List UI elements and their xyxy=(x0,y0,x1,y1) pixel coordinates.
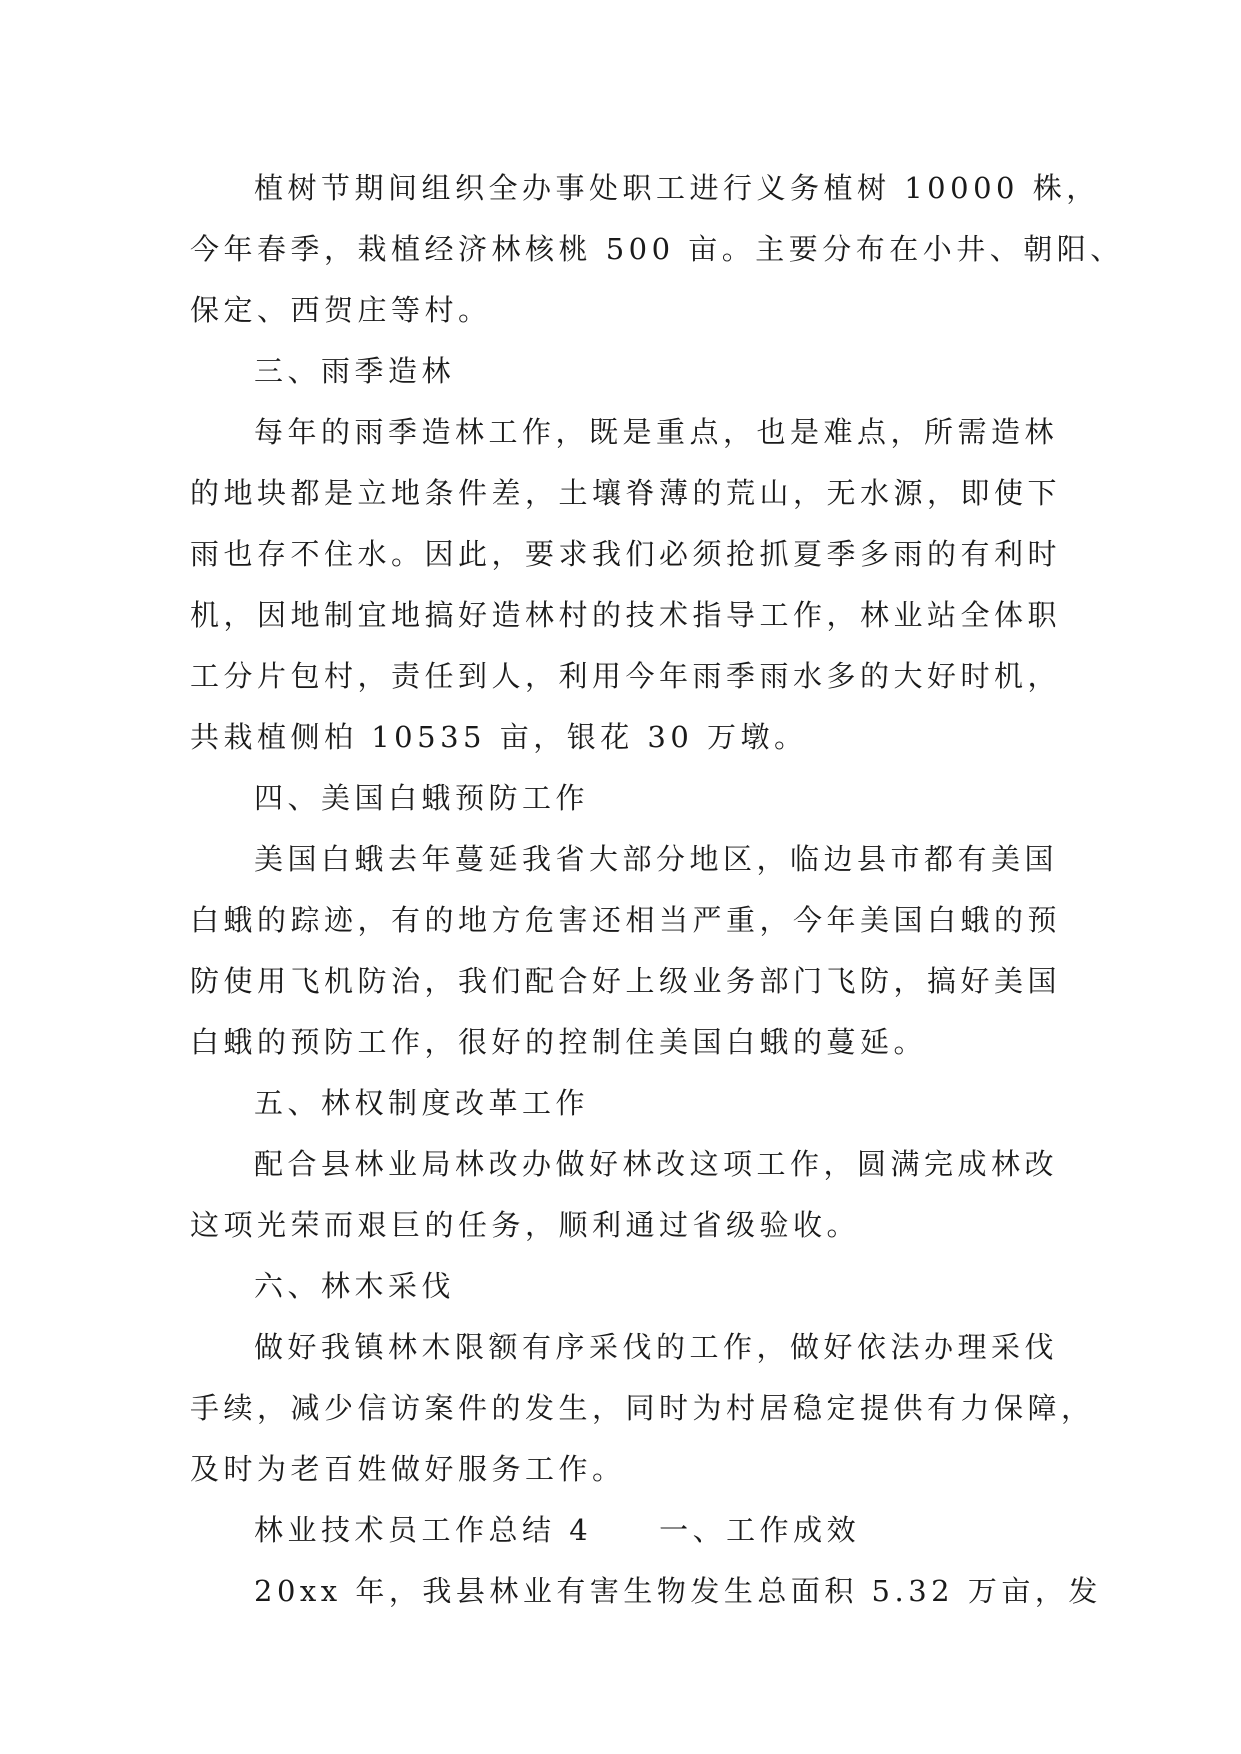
text-line: 今年春季，栽植经济林核桃 500 亩。主要分布在小井、朝阳、 xyxy=(190,232,1124,266)
text-line: 手续，减少信访案件的发生，同时为村居稳定提供有力保障， xyxy=(190,1391,1095,1425)
text-line: 五、林权制度改革工作 xyxy=(254,1086,590,1120)
text-line: 做好我镇林木限额有序采伐的工作，做好依法办理采伐 xyxy=(254,1330,1059,1364)
document-body xyxy=(190,158,1124,1622)
text-line: 工分片包村，责任到人，利用今年雨季雨水多的大好时机， xyxy=(190,659,1062,693)
text-line: 林业技术员工作总结 4 一、工作成效 xyxy=(254,1513,861,1547)
text-line: 机，因地制宜地搞好造林村的技术指导工作，林业站全体职 xyxy=(190,598,1062,632)
text-line: 这项光荣而艰巨的任务，顺利通过省级验收。 xyxy=(190,1208,861,1242)
text-line: 白蛾的预防工作，很好的控制住美国白蛾的蔓延。 xyxy=(190,1025,928,1059)
text-line: 美国白蛾去年蔓延我省大部分地区，临边县市都有美国 xyxy=(254,842,1059,876)
text-line: 三、雨季造林 xyxy=(254,354,456,388)
text-line: 配合县林业局林改办做好林改这项工作，圆满完成林改 xyxy=(254,1147,1059,1181)
text-line: 雨也存不住水。因此，要求我们必须抢抓夏季多雨的有利时 xyxy=(190,537,1062,571)
text-line: 的地块都是立地条件差，土壤脊薄的荒山，无水源，即使下 xyxy=(190,476,1062,510)
text-line: 20xx 年，我县林业有害生物发生总面积 5.32 万亩，发 xyxy=(254,1574,1102,1608)
text-line: 四、美国白蛾预防工作 xyxy=(254,781,590,815)
text-line: 植树节期间组织全办事处职工进行义务植树 10000 株， xyxy=(254,171,1100,205)
text-line: 防使用飞机防治，我们配合好上级业务部门飞防，搞好美国 xyxy=(190,964,1062,998)
text-line: 及时为老百姓做好服务工作。 xyxy=(190,1452,626,1486)
text-line: 保定、西贺庄等村。 xyxy=(190,293,492,327)
text-line: 六、林木采伐 xyxy=(254,1269,456,1303)
text-line: 每年的雨季造林工作，既是重点，也是难点，所需造林 xyxy=(254,415,1059,449)
text-line: 共栽植侧柏 10535 亩，银花 30 万墩。 xyxy=(190,720,808,754)
text-line: 白蛾的踪迹，有的地方危害还相当严重，今年美国白蛾的预 xyxy=(190,903,1062,937)
